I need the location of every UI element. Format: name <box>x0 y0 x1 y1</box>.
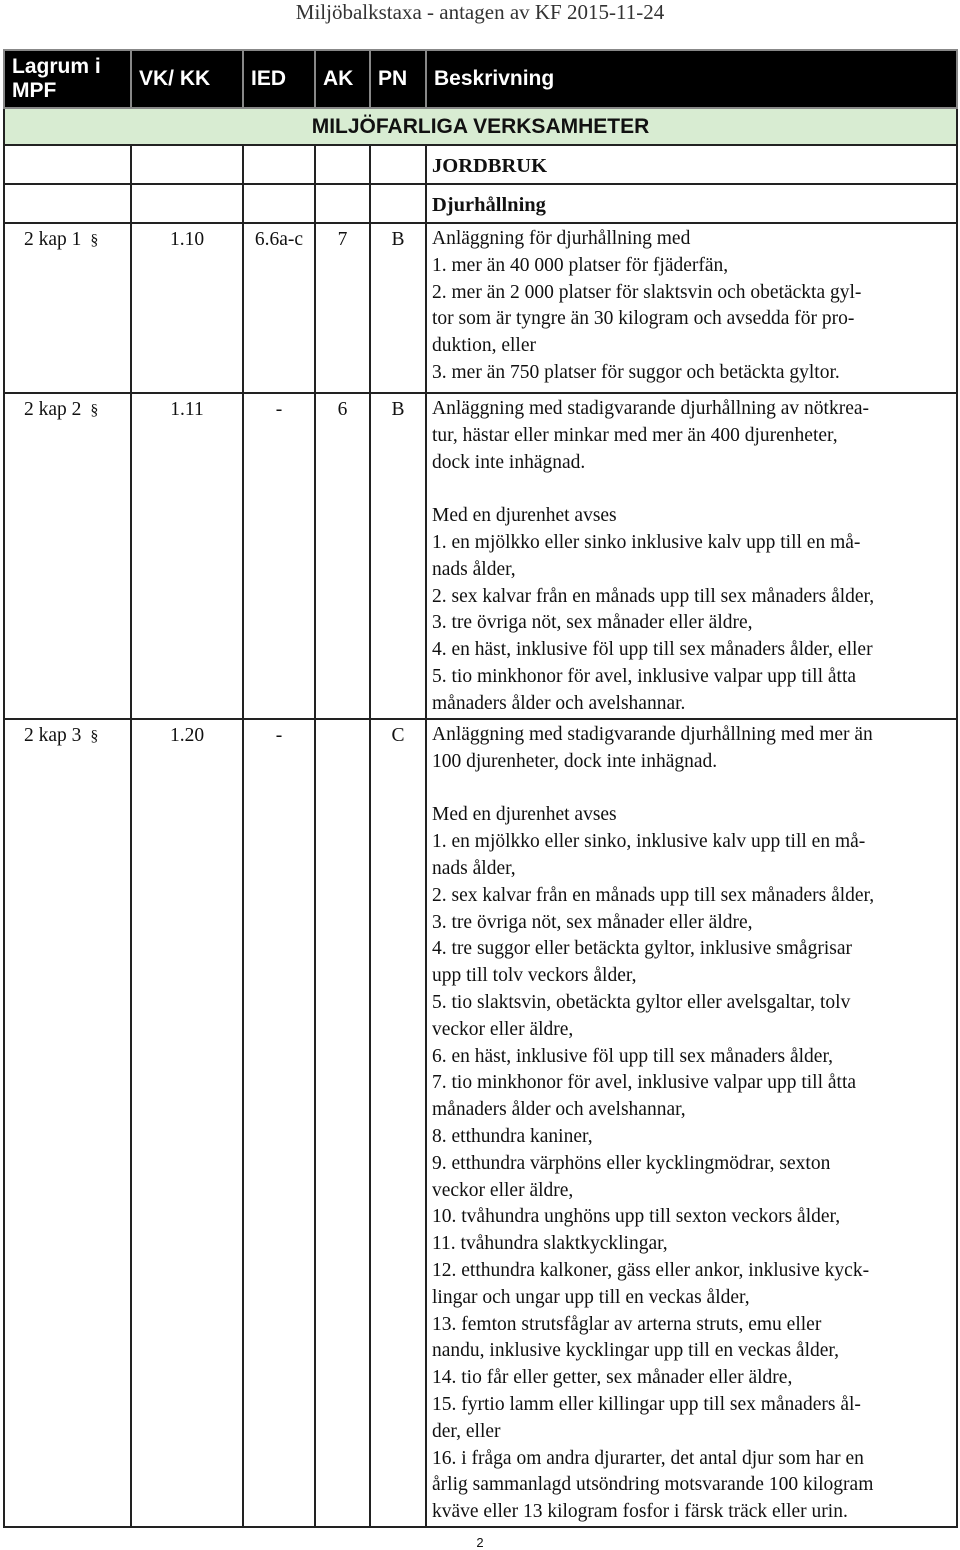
description-line: duktion, eller <box>432 335 536 357</box>
paragraph-symbol: § <box>90 402 99 419</box>
pn-cell: B <box>370 223 426 393</box>
description-line: veckor eller äldre, <box>432 1179 574 1201</box>
description-line: dock inte inhägnad. <box>432 451 586 473</box>
description-line: Med en djurenhet avses <box>432 505 617 527</box>
description-line: 4. tre suggor eller betäckta gyltor, inklusive smågrisar <box>432 938 852 960</box>
description-line: 6. en häst, inklusive föl upp till sex månaders ålder, <box>432 1045 834 1067</box>
subsection-title: JORDBRUK <box>426 145 957 184</box>
table-row <box>4 719 957 1527</box>
description-cell <box>426 719 957 1527</box>
description-line: 11. tvåhundra slaktkycklingar, <box>432 1233 668 1255</box>
description-line: 3. mer än 750 platser för suggor och betäckta gyltor. <box>432 361 840 383</box>
description-line: 3. tre övriga nöt, sex månader eller äldre, <box>432 612 753 634</box>
description-line: 12. etthundra kalkoner, gäss eller ankor, inklusive kyck- <box>432 1259 870 1281</box>
ied-cell: 6.6a-c <box>243 223 315 393</box>
tariff-table <box>3 49 958 1528</box>
description-line: upp till tolv veckors ålder, <box>432 965 637 987</box>
description-line: 13. femton strutsfåglar av arterna struts, emu eller <box>432 1313 822 1335</box>
description-line: Med en djurenhet avses <box>432 804 617 826</box>
running-head: Miljöbalkstaxa - antagen av KF 2015-11-24 <box>295 0 665 24</box>
description-line: tur, hästar eller minkar med mer än 400 djurenheter, <box>432 424 838 446</box>
table-row <box>4 223 957 393</box>
blank-line <box>432 476 950 503</box>
description-line: 1. en mjölkko eller sinko, inklusive kalv upp till en må- <box>432 831 866 853</box>
pn-cell: B <box>370 393 426 719</box>
description-line: 1. mer än 40 000 platser för fjäderfän, <box>432 254 729 276</box>
description-line: årlig sammanlagd utsöndring motsvarande 100 kilogram <box>432 1474 874 1496</box>
description-line: månaders ålder och avelshannar. <box>432 692 686 714</box>
description-line: 16. i fråga om andra djurarter, det antal djur som har en <box>432 1447 864 1469</box>
description-line: 8. etthundra kaniner, <box>432 1125 593 1147</box>
lagrum-cell: 2 kap 3 § <box>4 719 131 1527</box>
header-ied: IED <box>243 50 315 108</box>
description-line: nads ålder, <box>432 857 516 879</box>
description-line: tor som är tyngre än 30 kilogram och avsedda för pro- <box>432 308 855 330</box>
paragraph-symbol: § <box>90 232 99 249</box>
description-cell <box>426 393 957 719</box>
section-title: MILJÖFARLIGA VERKSAMHETER <box>4 108 957 145</box>
header-pn: PN <box>370 50 426 108</box>
table-row <box>4 393 957 719</box>
description-cell <box>426 223 957 393</box>
description-line: 7. tio minkhonor för avel, inklusive valpar upp till åtta <box>432 1072 857 1094</box>
description-line: nandu, inklusive kycklingar upp till en veckas ålder, <box>432 1340 839 1362</box>
header-beskrivning: Beskrivning <box>426 50 957 108</box>
page-number: 2 <box>476 1535 484 1550</box>
vk-kk-cell: 1.10 <box>131 223 243 393</box>
description-line: 9. etthundra värphöns eller kycklingmödrar, sexton <box>432 1152 831 1174</box>
description-line: lingar och ungar upp till en veckas ålder, <box>432 1286 750 1308</box>
description-line: månaders ålder och avelshannar, <box>432 1099 686 1121</box>
description-line: Anläggning med stadigvarande djurhållning av nötkrea- <box>432 398 869 419</box>
paragraph-symbol: § <box>90 728 99 745</box>
description-line: Anläggning för djurhållning med <box>432 228 691 249</box>
description-line: veckor eller äldre, <box>432 1018 574 1040</box>
ied-cell: - <box>243 393 315 719</box>
description-line: 2. sex kalvar från en månads upp till sex månaders ålder, <box>432 585 875 607</box>
description-line: nads ålder, <box>432 558 516 580</box>
ak-cell: 6 <box>315 393 370 719</box>
description-line: kväve eller 13 kilogram fosfor i färsk träck eller urin. <box>432 1501 848 1523</box>
description-line: 2. mer än 2 000 platser för slaktsvin och obetäckta gyl- <box>432 281 862 303</box>
description-line: 2. sex kalvar från en månads upp till sex månaders ålder, <box>432 884 875 906</box>
category-title: Djurhållning <box>426 184 957 223</box>
description-line: der, eller <box>432 1420 501 1442</box>
lagrum-cell: 2 kap 2 § <box>4 393 131 719</box>
description-line: 4. en häst, inklusive föl upp till sex månaders ålder, eller <box>432 639 873 661</box>
pn-cell: C <box>370 719 426 1527</box>
ak-cell <box>315 719 370 1527</box>
ak-cell: 7 <box>315 223 370 393</box>
description-line: 1. en mjölkko eller sinko inklusive kalv upp till en må- <box>432 531 861 553</box>
header-lagrum: Lagrum i MPF <box>4 50 131 108</box>
table-header <box>4 50 957 108</box>
description-line: Anläggning med stadigvarande djurhållning med mer än <box>432 724 873 745</box>
description-line: 10. tvåhundra unghöns upp till sexton veckors ålder, <box>432 1206 841 1228</box>
vk-kk-cell: 1.20 <box>131 719 243 1527</box>
vk-kk-cell: 1.11 <box>131 393 243 719</box>
description-line: 5. tio slaktsvin, obetäckta gyltor eller avelsgaltar, tolv <box>432 991 851 1013</box>
description-line: 100 djurenheter, dock inte inhägnad. <box>432 750 718 772</box>
description-line: 14. tio får eller getter, sex månader eller äldre, <box>432 1367 793 1389</box>
lagrum-cell: 2 kap 1 § <box>4 223 131 393</box>
description-line: 15. fyrtio lamm eller killingar upp till sex månaders ål- <box>432 1393 861 1415</box>
ied-cell: - <box>243 719 315 1527</box>
header-vk-kk: VK/ KK <box>131 50 243 108</box>
description-line: 3. tre övriga nöt, sex månader eller äldre, <box>432 911 753 933</box>
description-line: 5. tio minkhonor för avel, inklusive valpar upp till åtta <box>432 665 857 687</box>
header-ak: AK <box>315 50 370 108</box>
blank-line <box>432 776 950 803</box>
